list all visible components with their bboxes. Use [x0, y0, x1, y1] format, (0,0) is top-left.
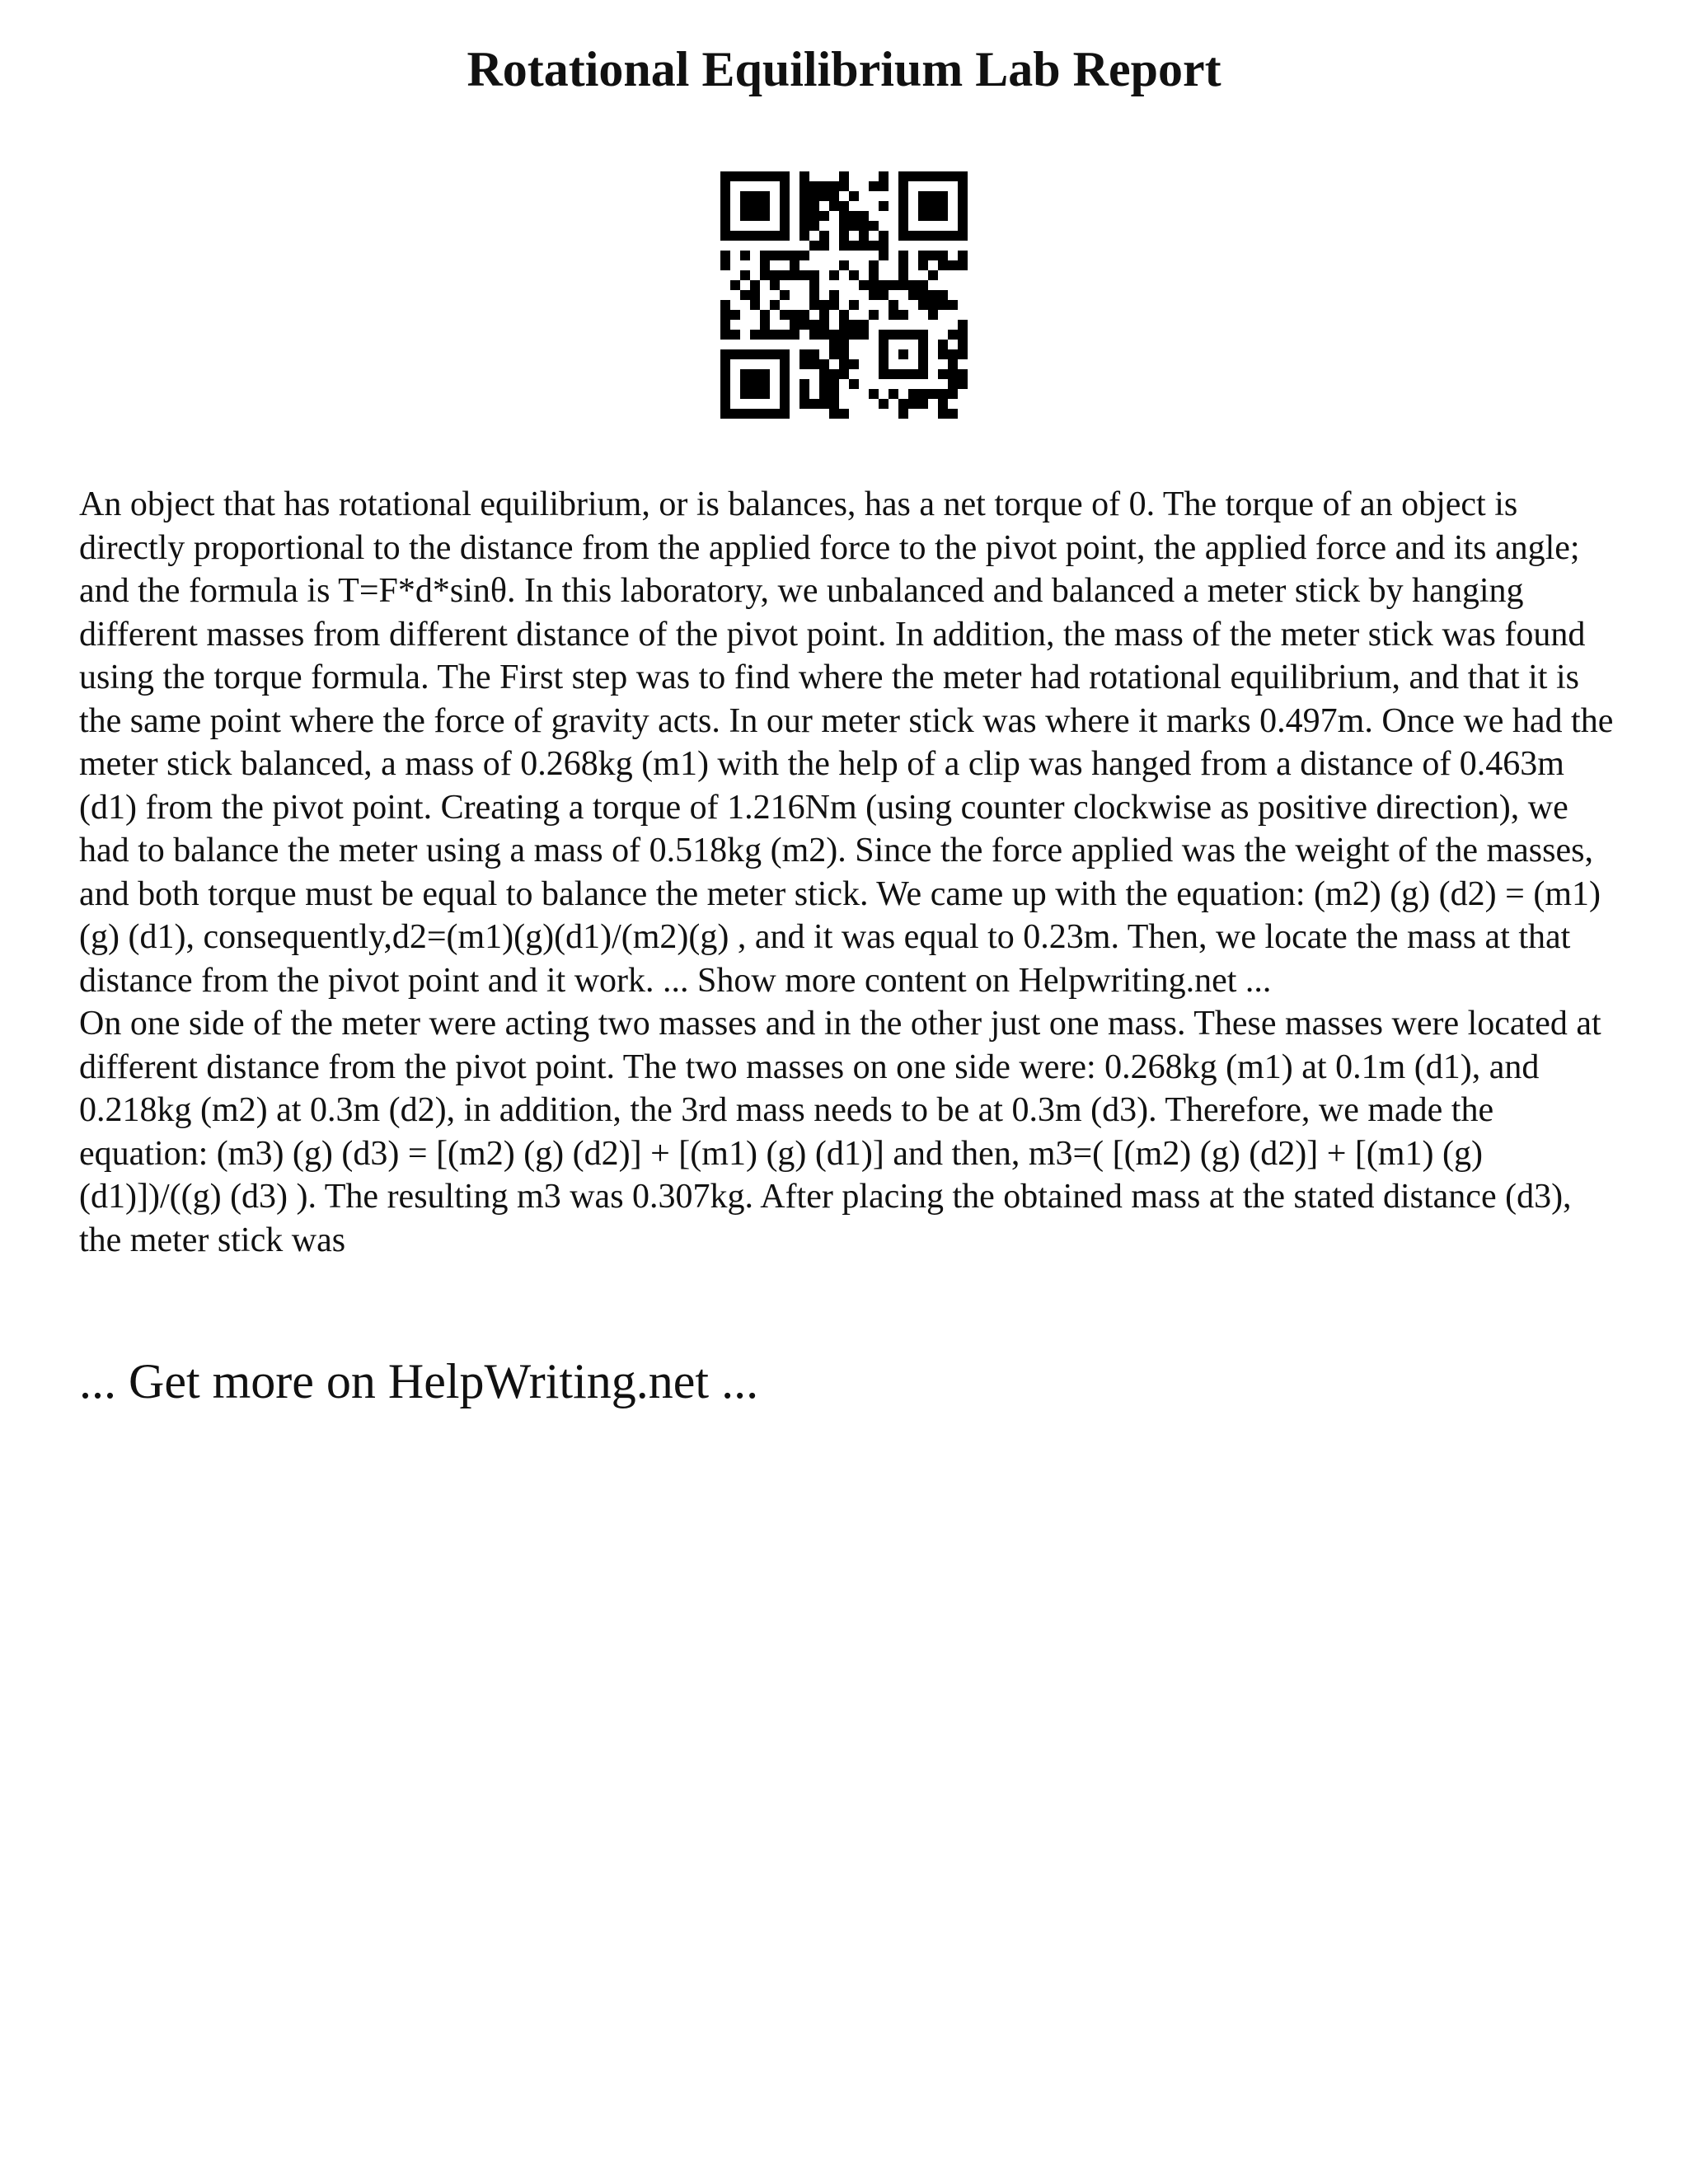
paragraph-second: On one side of the meter were acting two masses and in the other just one mass. These masses were located at different distance from the pivot point. The two masses on one side were: 0.268kg (m1) at 0.1m (d1), and 0.218kg (m2) at 0.3m (d2), in addition, the 3rd mass needs to be at 0.3m (d3). Therefore, we made the equation: (m3) (g) (d3) = [(m2) (g) (d2)] + [(m1) (g) (d1)] and then, m3=( [(m2) (g) (d2)] + [(m1) (g) (d1)])/((g) (d3) ). The resulting m3 was 0.307kg. After placing the obtained mass at the stated distance (d3), the meter stick was	[79, 1005, 1601, 1259]
page-title: Rotational Equilibrium Lab Report	[467, 42, 1221, 96]
qr-code-icon	[720, 171, 968, 419]
get-more-link[interactable]: ... Get more on HelpWriting.net ...	[79, 1354, 759, 1408]
paragraph-intro: An object that has rotational equilibrium, or is balances, has a net torque of 0. The torque of an object is directly proportional to the distance from the applied force to the pivot point, the applied force and its angle; and the formula is T=F*d*sinθ. In this laboratory, we unbalanced and balanced a meter stick by hanging different masses from different distance of the pivot point. In addition, the mass of the meter stick was found using the torque formula. The First step was to find where the meter had rotational equilibrium, and that it is the same point where the force of gravity acts. In our meter stick was where it marks 0.497m. Once we had the meter stick balanced, a mass of 0.268kg (m1) with the help of a clip was hanged from a distance of 0.463m (d1) from the pivot point. Creating a torque of 1.216Nm (using counter clockwise as positive direction), we had to balance the meter using a mass of 0.518kg (m2). Since the force applied was the weight of the masses, and both torque must be equal to balance the meter stick. We came up with the equation: (m2) (g) (d2) = (m1) (g) (d1), consequently,d2=(m1)(g)(d1)/(m2)(g) , and it was equal to 0.23m. Then, we locate the mass at that distance from the pivot point and it work. ... Show more content on Helpwriting.net ...	[79, 485, 1614, 1000]
report-body	[79, 483, 1620, 1262]
